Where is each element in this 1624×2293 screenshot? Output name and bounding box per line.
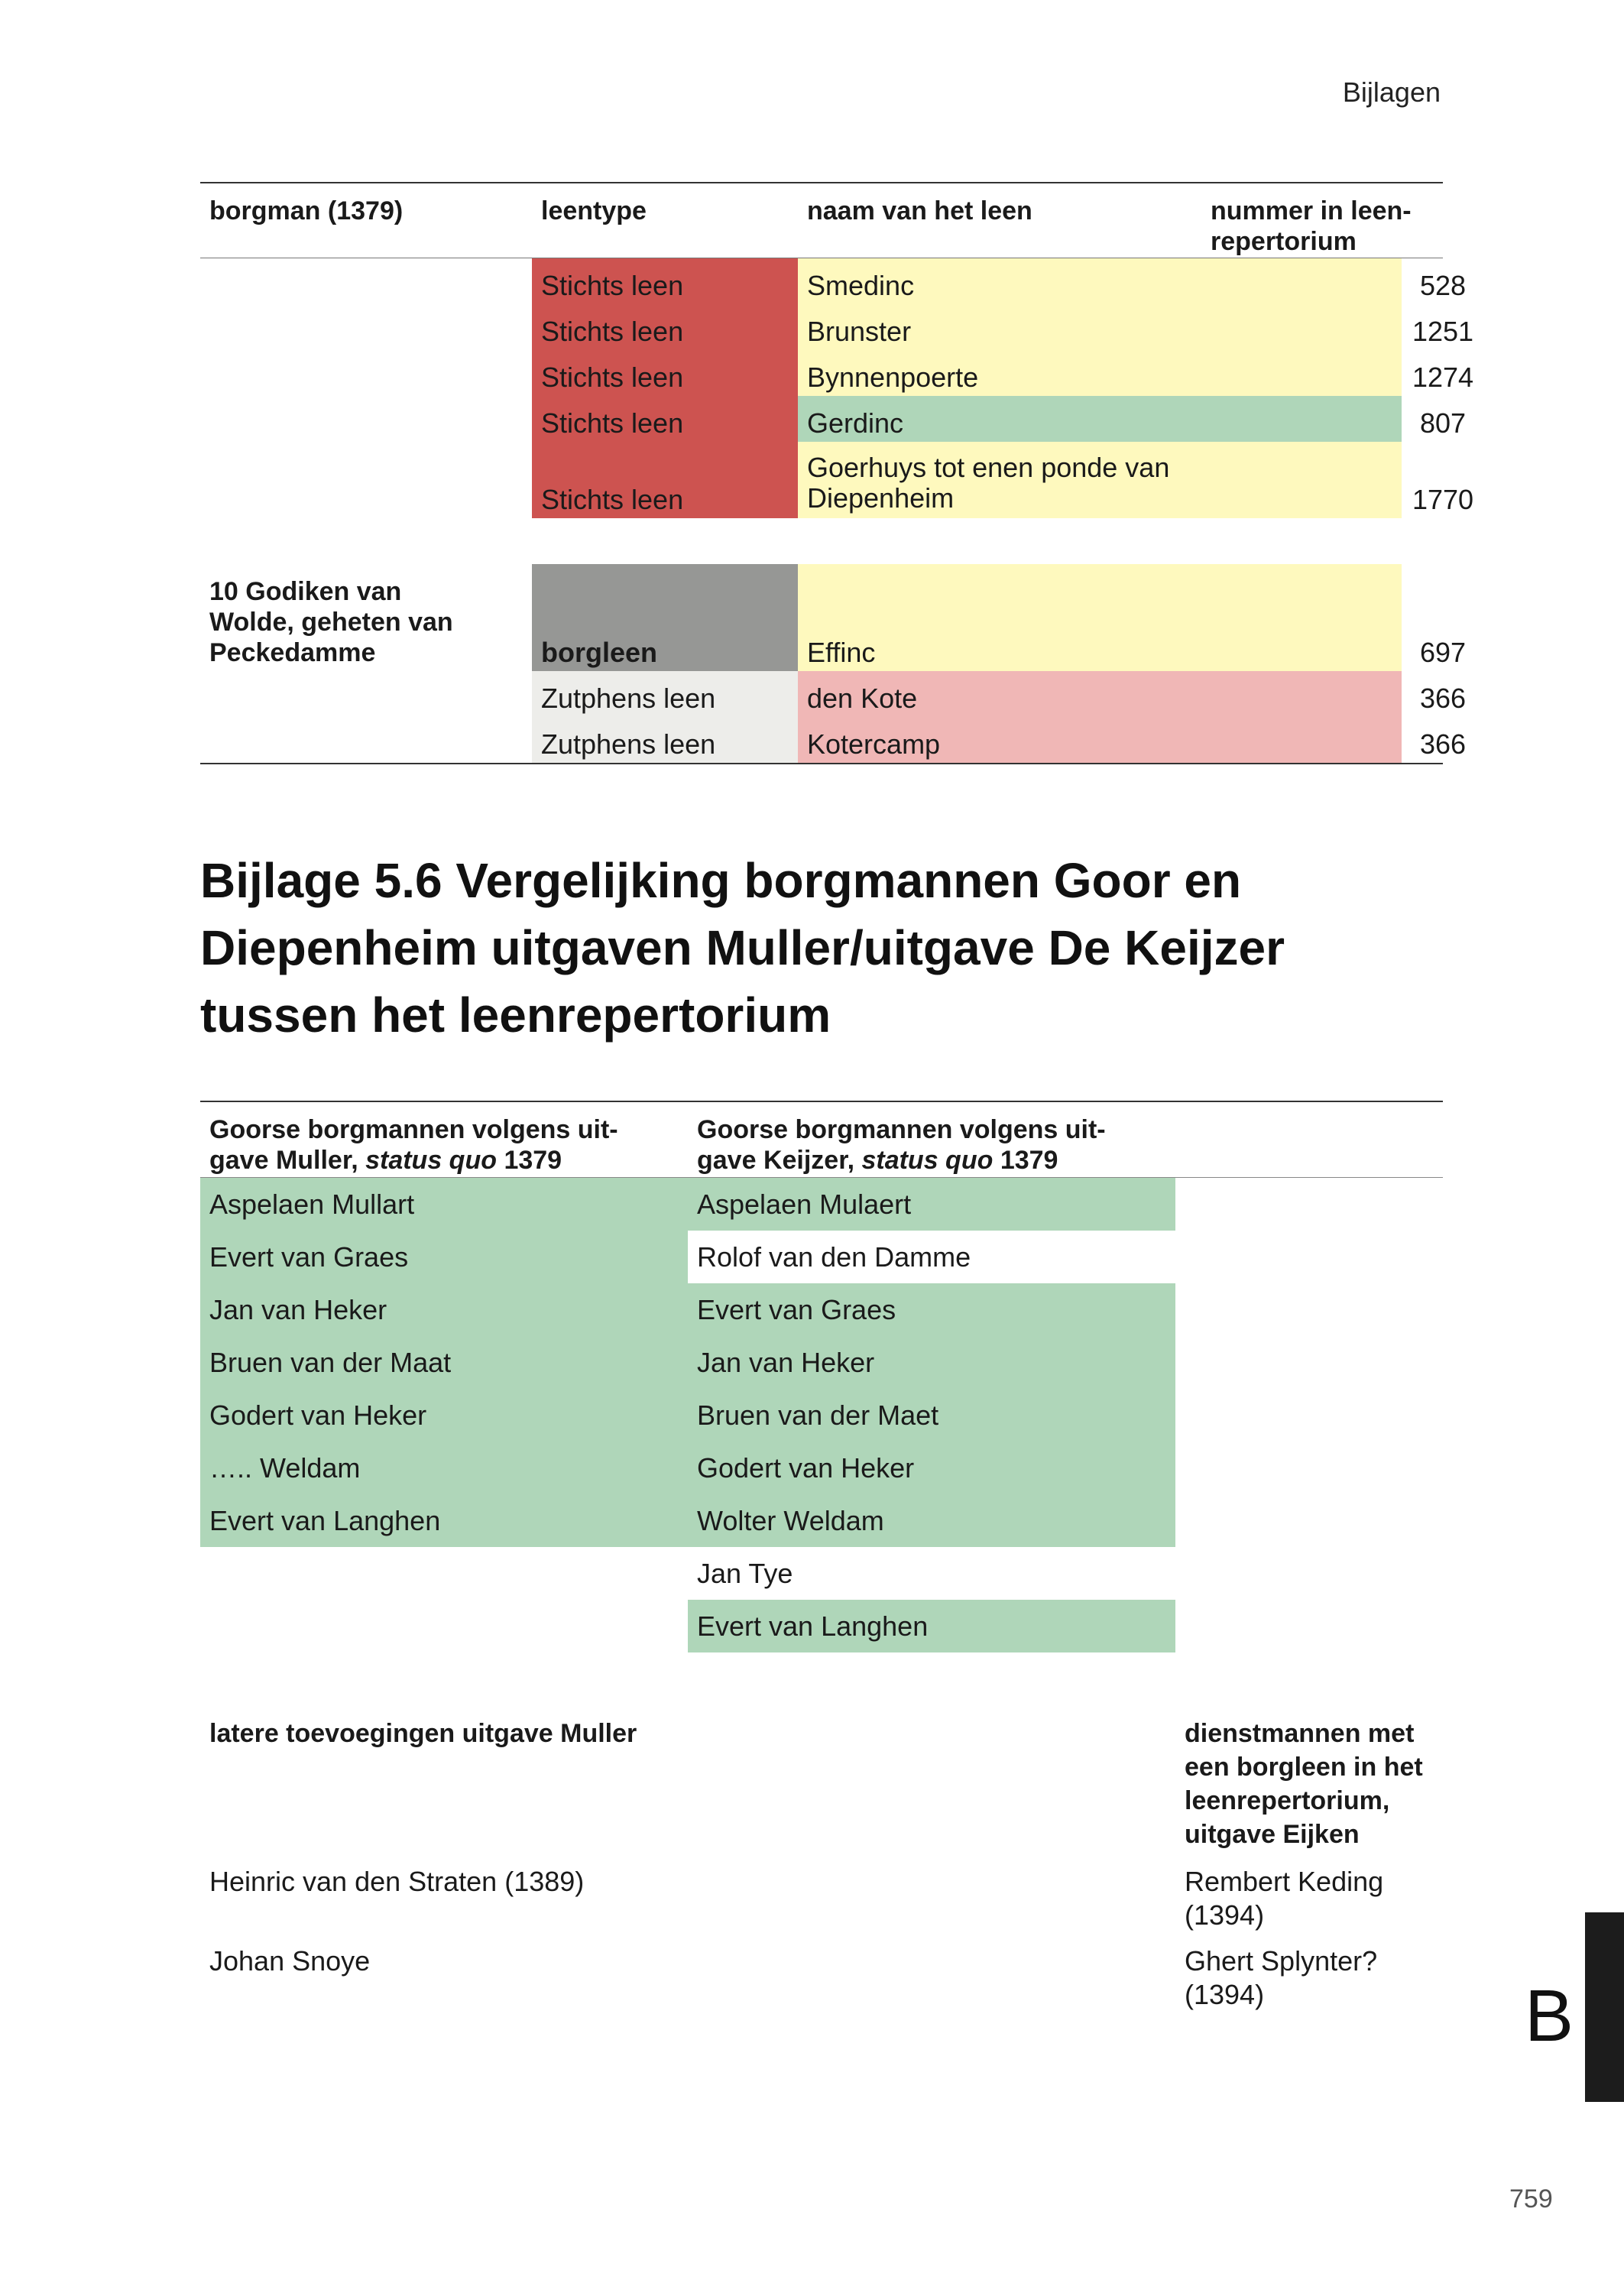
table-cell-nummer: 1274 [1412, 362, 1474, 393]
header-nummer [1211, 196, 1412, 257]
keijzer-row: Evert van Graes [688, 1283, 1175, 1336]
header-keijzer-line1: Goorse borgmannen volgens uit- [697, 1115, 1106, 1144]
dienstmannen-header-line4: uitgave Eijken [1185, 1820, 1360, 1849]
dienstmannen-header-line2: een borgleen in het [1185, 1753, 1423, 1782]
muller-row: ….. Weldam [200, 1442, 688, 1494]
naam-line1: Goerhuys tot enen ponde van [807, 452, 1170, 483]
dienstman-name: Rembert Keding [1185, 1866, 1384, 1897]
header-keijzer-line2 [697, 1145, 1106, 1176]
borgman-name-line3: Peckedamme [209, 638, 376, 667]
page-number: 759 [1509, 2184, 1553, 2214]
muller-row: Aspelaen Mullart [200, 1178, 688, 1231]
dienstmannen-header-line1: dienstmannen met [1185, 1719, 1415, 1748]
header-nummer-line2: repertorium [1211, 227, 1357, 256]
header-muller [209, 1114, 618, 1176]
table-cell-leentype: Zutphens leen [532, 717, 798, 763]
header-borgman: borgman (1379) [209, 196, 404, 225]
header-naam: naam van het leen [807, 196, 1032, 225]
table-cell-naam: Kotercamp [798, 717, 1402, 763]
header-nummer-line1: nummer in leen- [1211, 196, 1412, 225]
table-cell-leentype: Stichts leen [532, 442, 798, 518]
keijzer-row: Jan van Heker [688, 1336, 1175, 1389]
keijzer-row: Rolof van den Damme [697, 1241, 971, 1273]
table-cell-naam [798, 442, 1402, 518]
table-cell-naam: Gerdinc [798, 396, 1402, 442]
table-cell-leentype: Stichts leen [532, 304, 798, 350]
table-cell-nummer: 807 [1419, 407, 1467, 439]
leen-table [200, 182, 1474, 766]
dienstman-item [1185, 1944, 1377, 2012]
table-cell-nummer: 366 [1419, 683, 1467, 714]
muller-row: Godert van Heker [200, 1389, 688, 1442]
dienstmannen-header-line3: leenrepertorium, [1185, 1786, 1390, 1815]
header-keijzer-emphasis: status quo [861, 1146, 994, 1175]
later-addition-item: Johan Snoye [209, 1945, 371, 1977]
header-keijzer-year: 1379 [993, 1146, 1058, 1175]
table-cell-leentype: Stichts leen [532, 350, 798, 396]
table-cell-naam: Bynnenpoerte [798, 350, 1402, 396]
table-top-rule [200, 182, 1443, 183]
keijzer-row: Evert van Langhen [688, 1600, 1175, 1652]
header-muller-line2 [209, 1145, 618, 1176]
chapter-tab-letter: B [1525, 1975, 1574, 2057]
borgman-name-line1: 10 Godiken van [209, 577, 402, 606]
dienstmannen-header [1185, 1717, 1423, 1851]
header-muller-line1: Goorse borgmannen volgens uit- [209, 1115, 618, 1144]
keijzer-row: Bruen van der Maet [688, 1389, 1175, 1442]
table-cell-leentype: Zutphens leen [532, 671, 798, 717]
table-cell-naam: Brunster [798, 304, 1402, 350]
header-muller-year: 1379 [497, 1146, 562, 1175]
borgman-name [209, 576, 453, 668]
table-top-rule [200, 1101, 1443, 1102]
table-cell-nummer: 1770 [1412, 484, 1474, 515]
table-cell-naam: den Kote [798, 671, 1402, 717]
table-cell-nummer: 528 [1419, 270, 1467, 301]
borgmannen-comparison-table [200, 1101, 1443, 1659]
muller-row: Evert van Graes [200, 1231, 688, 1283]
muller-row: Evert van Langhen [200, 1494, 688, 1547]
header-keijzer [697, 1114, 1106, 1176]
keijzer-row: Wolter Weldam [688, 1494, 1175, 1547]
naam-line2: Diepenheim [807, 482, 955, 514]
table-cell-nummer: 1251 [1412, 316, 1474, 347]
table-cell-nummer: 697 [1419, 637, 1467, 668]
later-additions-header: latere toevoegingen uitgave Muller [209, 1719, 637, 1748]
later-addition-item: Heinric van den Straten (1389) [209, 1866, 585, 1897]
header-muller-emphasis: status quo [365, 1146, 497, 1175]
dienstman-year: (1394) [1185, 1899, 1265, 1931]
header-leentype: leentype [541, 196, 647, 225]
muller-row: Bruen van der Maat [200, 1336, 688, 1389]
keijzer-row: Aspelaen Mulaert [688, 1178, 1175, 1231]
table-cell-naam: Effinc [798, 564, 1402, 671]
additions-section [200, 1717, 1443, 2038]
muller-row: Jan van Heker [200, 1283, 688, 1336]
table-bottom-rule [200, 763, 1443, 764]
table-cell-leentype: Stichts leen [532, 396, 798, 442]
dienstman-name: Ghert Splynter? [1185, 1945, 1378, 1977]
section-label: Bijlagen [1342, 76, 1441, 108]
borgman-name-line2: Wolde, geheten van [209, 608, 453, 637]
dienstman-item [1185, 1865, 1383, 1932]
chapter-tab-marker [1585, 1912, 1624, 2102]
header-muller-text: gave Muller, [209, 1146, 366, 1175]
dienstman-year: (1394) [1185, 1979, 1265, 2010]
table-cell-leentype: Stichts leen [532, 258, 798, 304]
table-cell-naam: Smedinc [798, 258, 1402, 304]
keijzer-row: Godert van Heker [688, 1442, 1175, 1494]
keijzer-row: Jan Tye [697, 1558, 793, 1589]
appendix-heading: Bijlage 5.6 Vergelijking borgmannen Goor en Diepenheim uitgaven Muller/uitgave De Keijzer tussen het leenrepertorium [200, 853, 1285, 1043]
header-keijzer-text: gave Keijzer, [697, 1146, 862, 1175]
table-cell-nummer: 366 [1419, 728, 1467, 760]
table-cell-leentype: borgleen [532, 564, 798, 671]
